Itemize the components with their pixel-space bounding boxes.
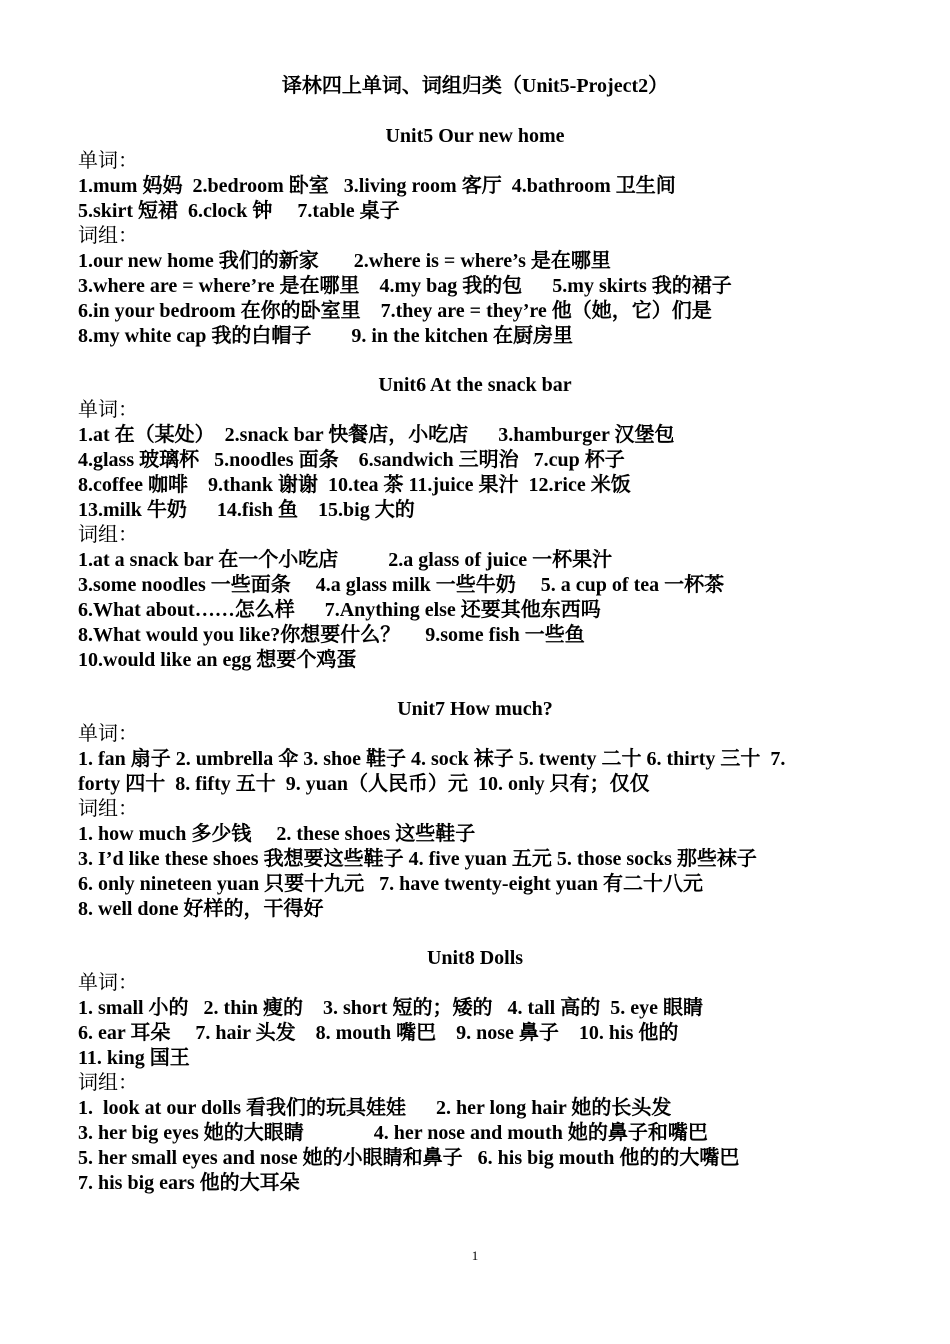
unit5-title: Unit5 Our new home xyxy=(385,125,565,147)
unit6-word-line: 8.coffee 咖啡 9.thank 谢谢 10.tea 茶 11.juice 果汁 12.rice 米饭 xyxy=(78,474,631,496)
unit7-phrases-label: 词组： xyxy=(78,798,138,820)
unit6-word-line: 1.at 在（某处） 2.snack bar 快餐店，小吃店 3.hamburger 汉堡包 xyxy=(78,424,675,446)
unit8-words-label: 单词： xyxy=(78,972,138,994)
unit6-phrases-label: 词组： xyxy=(78,524,138,546)
unit8-phrase-line: 3. her big eyes 她的大眼睛 4. her nose and mouth 她的鼻子和嘴巴 xyxy=(78,1122,708,1144)
unit5-phrases-label: 词组： xyxy=(78,225,138,247)
unit8-phrases-label: 词组： xyxy=(78,1072,138,1094)
unit5-word-line: 5.skirt 短裙 6.clock 钟 7.table 桌子 xyxy=(78,200,400,222)
unit8-word-line: 6. ear 耳朵 7. hair 头发 8. mouth 嘴巴 9. nose 鼻子 10. his 他的 xyxy=(78,1022,679,1044)
unit8-word-line: 11. king 国王 xyxy=(78,1047,190,1069)
unit5-phrase-line: 6.in your bedroom 在你的卧室里 7.they are = they’re 他（她，它）们是 xyxy=(78,300,712,322)
unit7-words-label: 单词： xyxy=(78,723,138,745)
unit8-phrase-line: 7. his big ears 他的大耳朵 xyxy=(78,1172,300,1194)
unit7-phrase-line: 3. I’d like these shoes 我想要这些鞋子 4. five yuan 五元 5. those socks 那些袜子 xyxy=(78,848,757,870)
unit7-title: Unit7 How much? xyxy=(397,698,553,720)
unit7-word-line: forty 四十 8. fifty 五十 9. yuan（人民币）元 10. only 只有；仅仅 xyxy=(78,773,650,795)
document-title: 译林四上单词、词组归类（Unit5-Project2） xyxy=(281,75,669,97)
unit6-title: Unit6 At the snack bar xyxy=(378,374,572,396)
unit5-word-line: 1.mum 妈妈 2.bedroom 卧室 3.living room 客厅 4.bathroom 卫生间 xyxy=(78,175,676,197)
page-number: 1 xyxy=(471,1248,479,1263)
unit6-word-line: 13.milk 牛奶 14.fish 鱼 15.big 大的 xyxy=(78,499,415,521)
unit6-phrase-line: 8.What would you like?你想要什么？ 9.some fish 一些鱼 xyxy=(78,624,585,646)
unit6-phrase-line: 10.would like an egg 想要个鸡蛋 xyxy=(78,649,357,671)
unit5-words-label: 单词： xyxy=(78,150,138,172)
unit5-phrase-line: 8.my white cap 我的白帽子 9. in the kitchen 在厨房里 xyxy=(78,325,573,347)
unit6-phrase-line: 6.What about……怎么样 7.Anything else 还要其他东西吗 xyxy=(78,599,601,621)
unit8-phrase-line: 1. look at our dolls 看我们的玩具娃娃 2. her long hair 她的长头发 xyxy=(78,1097,672,1119)
unit8-title: Unit8 Dolls xyxy=(426,947,524,969)
unit6-phrase-line: 1.at a snack bar 在一个小吃店 2.a glass of juice 一杯果汁 xyxy=(78,549,613,571)
unit6-word-line: 4.glass 玻璃杯 5.noodles 面条 6.sandwich 三明治 7.cup 杯子 xyxy=(78,449,625,471)
unit7-word-line: 1. fan 扇子 2. umbrella 伞 3. shoe 鞋子 4. sock 袜子 5. twenty 二十 6. thirty 三十 7. xyxy=(78,748,786,770)
unit8-word-line: 1. small 小的 2. thin 瘦的 3. short 短的；矮的 4. tall 高的 5. eye 眼睛 xyxy=(78,997,703,1019)
unit6-words-label: 单词： xyxy=(78,399,138,421)
unit7-phrase-line: 6. only nineteen yuan 只要十九元 7. have twenty-eight yuan 有二十八元 xyxy=(78,873,704,895)
unit5-phrase-line: 3.where are = where’re 是在哪里 4.my bag 我的包 5.my skirts 我的裙子 xyxy=(78,275,732,297)
unit7-phrase-line: 8. well done 好样的，干得好 xyxy=(78,898,324,920)
unit7-phrase-line: 1. how much 多少钱 2. these shoes 这些鞋子 xyxy=(78,823,476,845)
unit6-phrase-line: 3.some noodles 一些面条 4.a glass milk 一些牛奶 5. a cup of tea 一杯茶 xyxy=(78,574,725,596)
unit5-phrase-line: 1.our new home 我们的新家 2.where is = where’s 是在哪里 xyxy=(78,250,611,272)
unit8-phrase-line: 5. her small eyes and nose 她的小眼睛和鼻子 6. his big mouth 他的的大嘴巴 xyxy=(78,1147,740,1169)
